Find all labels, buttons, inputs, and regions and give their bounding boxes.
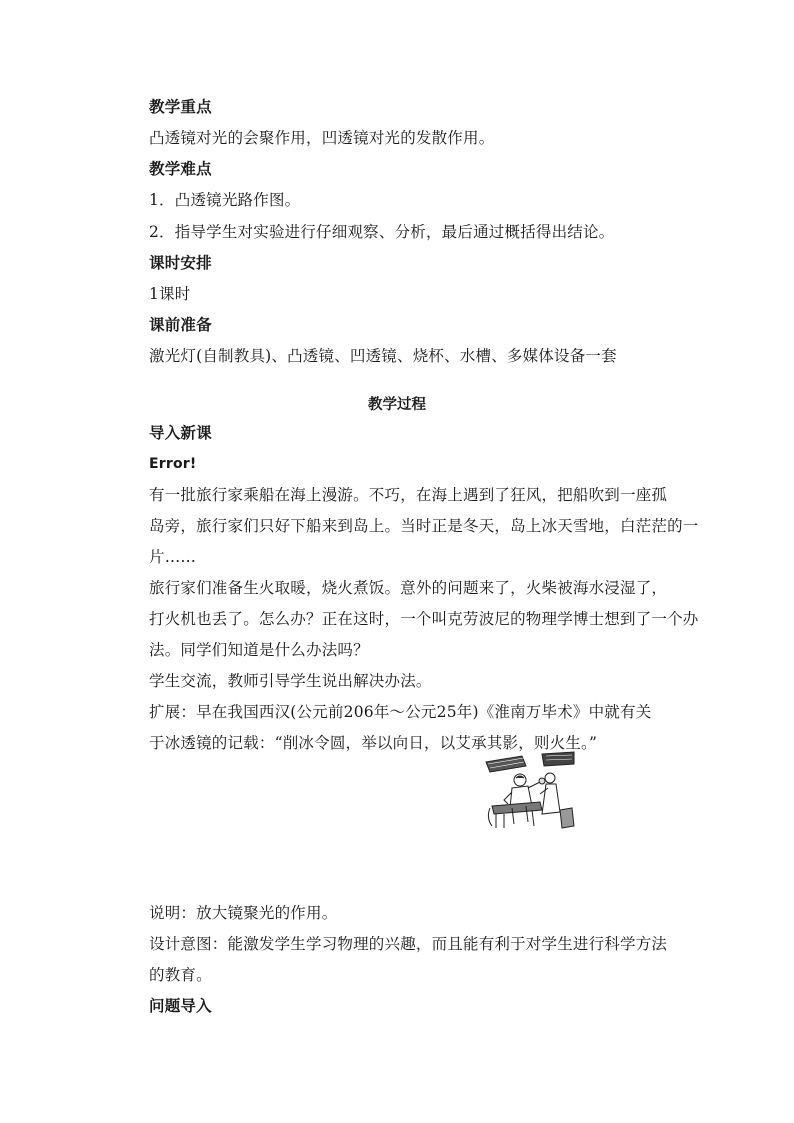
prep-heading: 课前准备	[149, 316, 212, 334]
story-line-2: 岛旁，旅行家们只好下船来到岛上。当时正是冬天，岛上冰天雪地，白茫茫的一	[149, 517, 699, 535]
problem-line-3: 法。同学们知道是什么办法吗？	[149, 641, 369, 659]
schedule-text: 1课时	[149, 285, 191, 303]
focus-text: 凸透镜对光的会聚作用，凹透镜对光的发散作用。	[149, 129, 495, 147]
explanation-text: 说明：放大镜聚光的作用。	[149, 904, 338, 922]
difficulty-heading: 教学难点	[149, 160, 212, 178]
problem-line-2: 打火机也丢了。怎么办？正在这时，一个叫克劳波尼的物理学博士想到了一个办	[149, 610, 699, 628]
story-line-1: 有一批旅行家乘船在海上漫游。不巧，在海上遇到了狂风，把船吹到一座孤	[149, 486, 668, 504]
extension-line-1: 扩展：早在我国西汉(公元前206年～公元25年)《淮南万毕术》中就有关	[149, 703, 652, 721]
focus-heading: 教学重点	[149, 98, 212, 116]
intro-heading: 导入新课	[149, 424, 212, 442]
problem-line-1: 旅行家们准备生火取暖，烧火煮饭。意外的问题来了，火柴被海水浸湿了，	[149, 579, 668, 597]
extension-line-2: 于冰透镜的记载：“削冰令圆，举以向日，以艾承其影，则火生。”	[149, 734, 598, 752]
ice-lens-illustration	[482, 748, 578, 830]
question-heading: 问题导入	[149, 997, 212, 1015]
difficulty-item-2: 2．指导学生对实验进行仔细观察、分析，最后通过概括得出结论。	[149, 223, 615, 241]
schedule-heading: 课时安排	[149, 254, 212, 272]
design-line-2: 的教育。	[149, 966, 212, 984]
process-title: 教学过程	[368, 397, 426, 413]
design-line-1: 设计意图：能激发学生学习物理的兴趣，而且能有利于对学生进行科学方法	[149, 935, 668, 953]
discussion-text: 学生交流，教师引导学生说出解决办法。	[149, 672, 432, 690]
difficulty-item-1: 1．凸透镜光路作图。	[149, 191, 301, 209]
error-label: Error!	[149, 456, 197, 472]
story-line-3: 片……	[149, 548, 197, 566]
prep-text: 激光灯(自制教具)、凸透镜、凹透镜、烧杯、水槽、多媒体设备一套	[149, 347, 617, 365]
